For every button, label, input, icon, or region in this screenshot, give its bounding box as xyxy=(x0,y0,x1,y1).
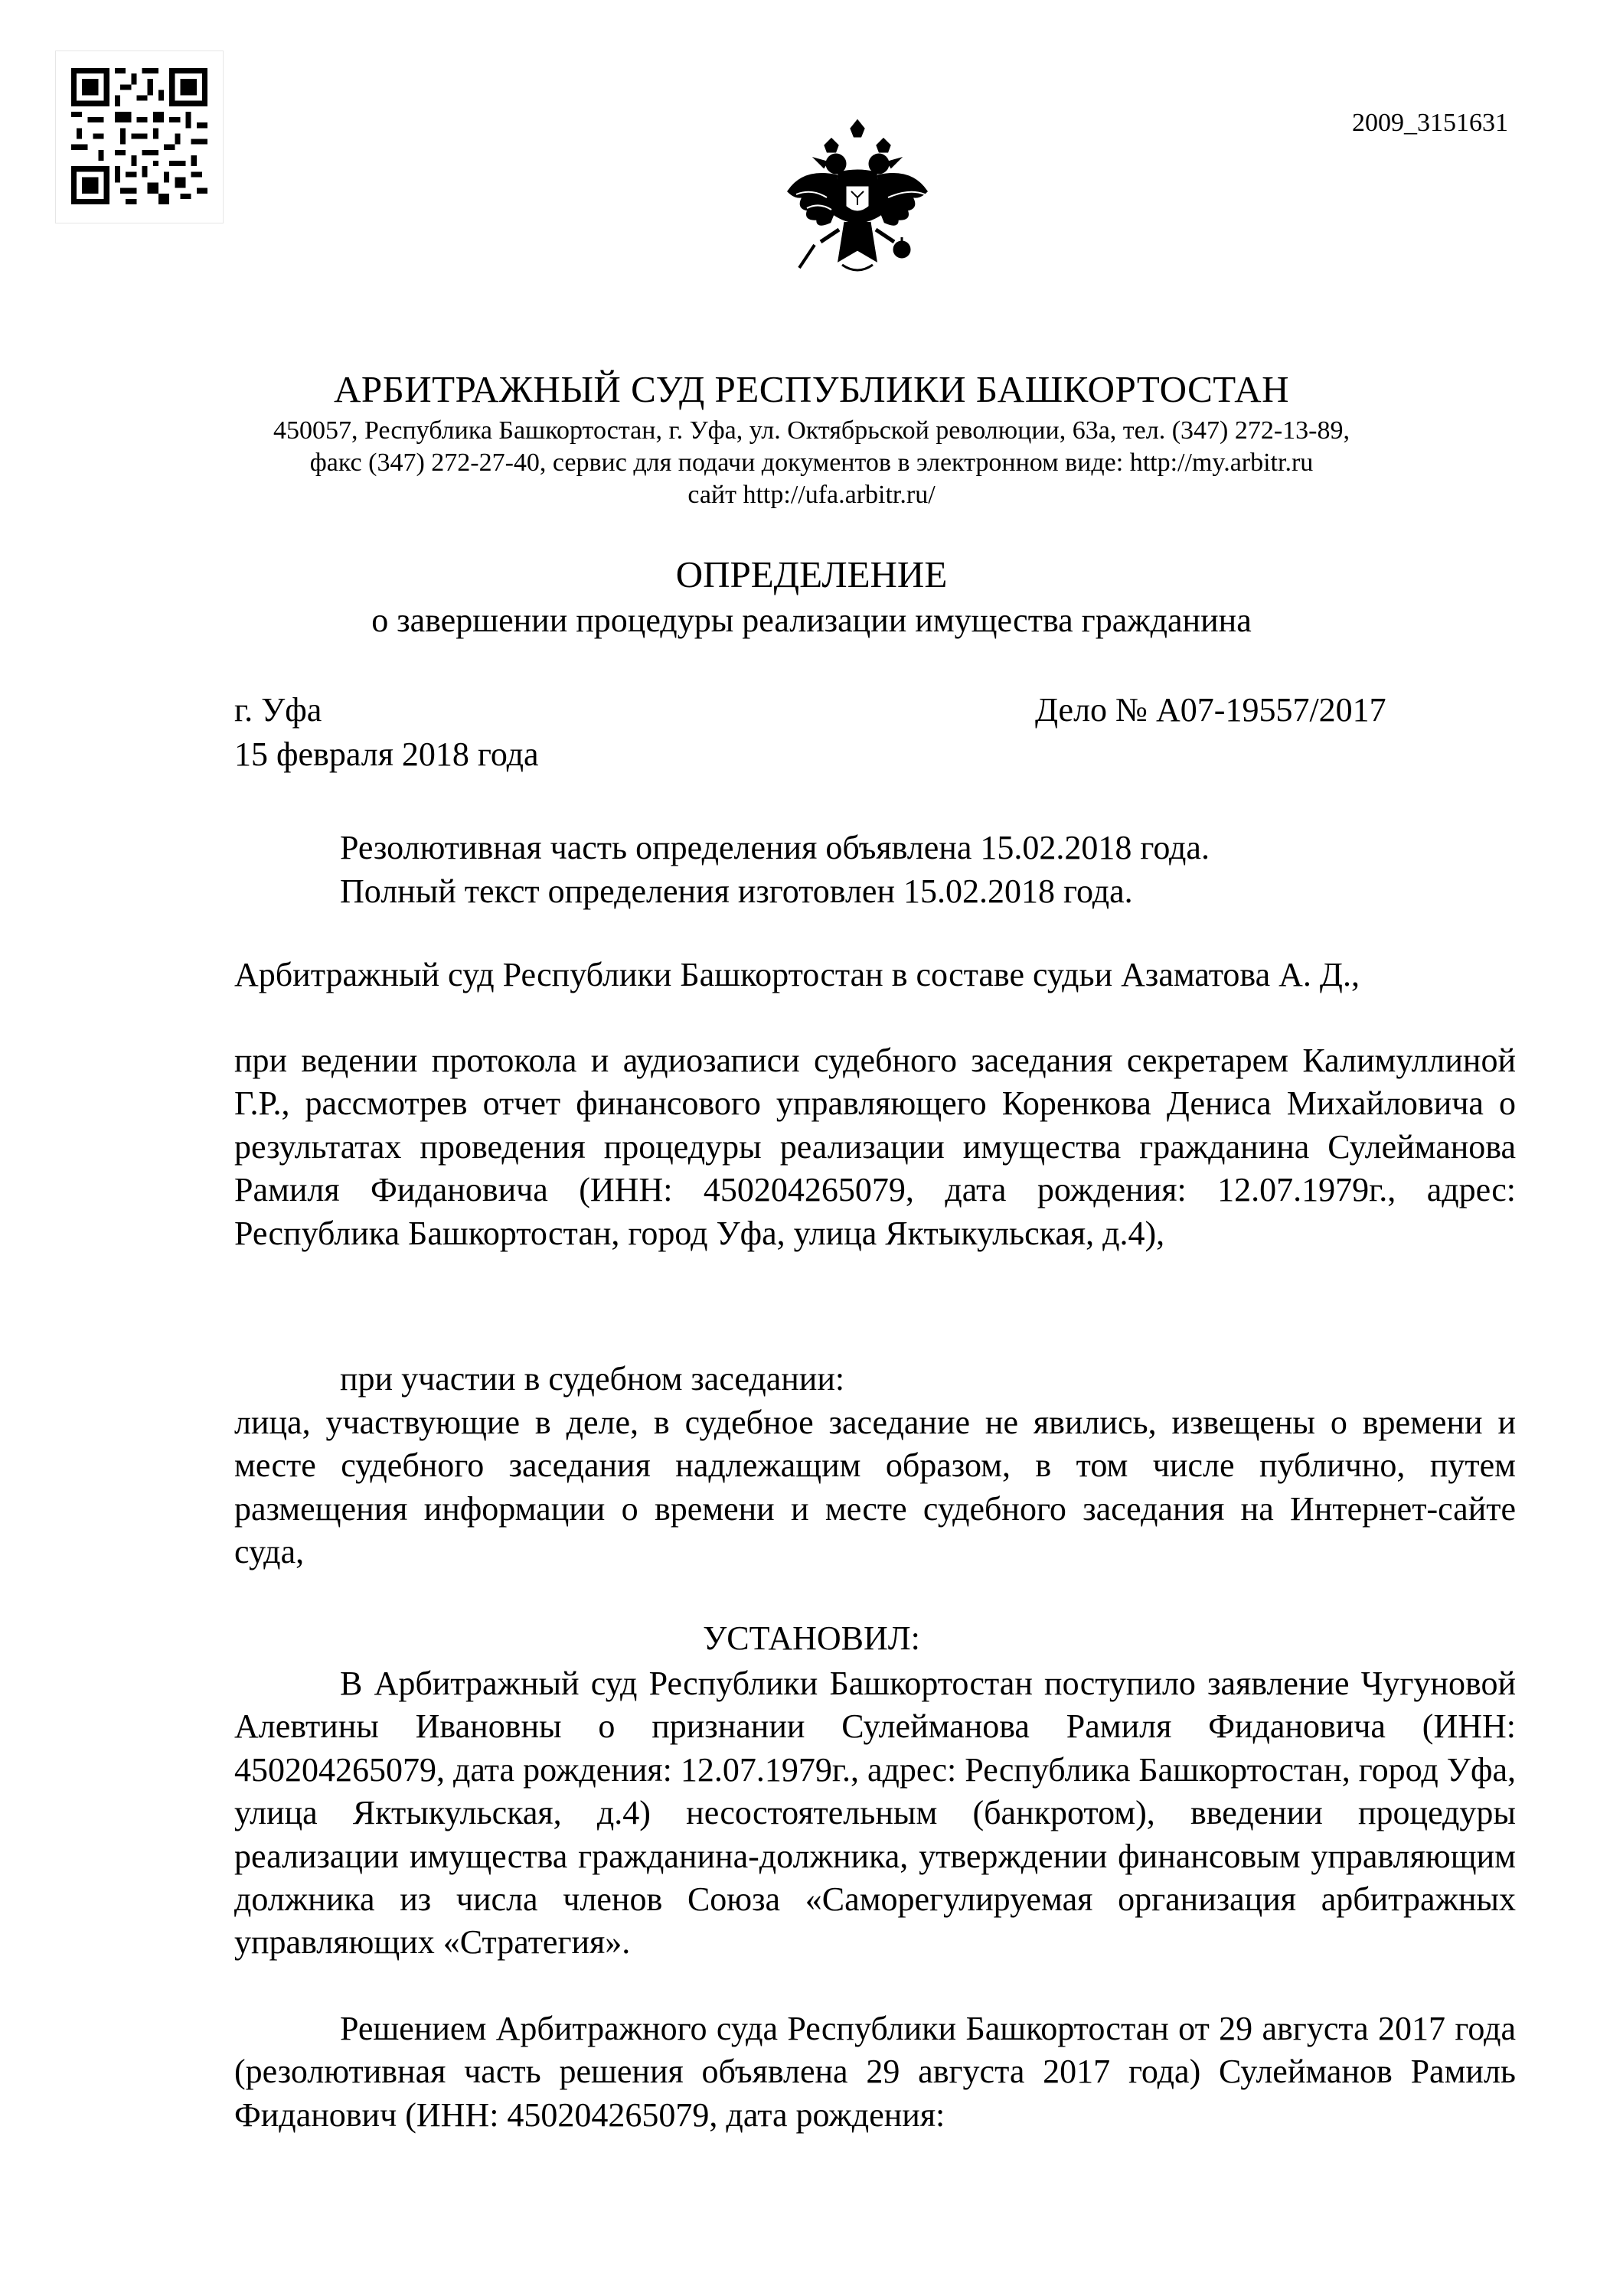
paragraph-participation: лица, участвующие в деле, в судебное заседание не явились, извещены о времени и месте судебного заседания надлежащим образом, в том числе публично, путем размещения информации о времени и месте судебного заседания на Интернет-сайте суда, xyxy=(234,1404,1516,1571)
established-heading: УСТАНОВИЛ: xyxy=(703,1619,920,1657)
court-address-line-1: 450057, Республика Башкортостан, г. Уфа, ул. Октябрьской революции, 63а, тел. (347) 272-13-89, xyxy=(273,416,1350,445)
court-name: АРБИТРАЖНЫЙ СУД РЕСПУБЛИКИ БАШКОРТОСТАН xyxy=(333,368,1290,410)
resolution-announced: Резолютивная часть определения объявлена 15.02.2018 года. xyxy=(340,829,1210,866)
court-website: сайт http://ufa.arbitr.ru/ xyxy=(687,481,936,509)
case-number: Дело № А07-19557/2017 xyxy=(1035,691,1386,729)
court-address-line-2: факс (347) 272-27-40, сервис для подачи документов в электронном виде: http://my.arbitr.ru xyxy=(309,448,1314,477)
city: г. Уфа xyxy=(234,691,322,729)
document-id: 2009_3151631 xyxy=(1352,109,1508,137)
document-subtitle: о завершении процедуры реализации имущества гражданина xyxy=(371,602,1252,639)
paragraph-protocol: при ведении протокола и аудиозаписи судебного заседания секретарем Калимуллиной Г.Р., рассмотрев отчет финансового управляющего Коренкова Дениса Михайловича о результатах проведения процедуры реализации имущества гражданина Сулейманова Рамиля Фидановича (ИНН: 450204265079, дата рождения: 12.07.1979г., адрес: Республика Башкортостан, город Уфа, улица Яктыкульская, д.4), xyxy=(234,1042,1516,1252)
paragraph-court-composition: Арбитражный суд Республики Башкортостан в составе судьи Азаматова А. Д., xyxy=(234,956,1360,993)
paragraph-decision: Решением Арбитражного суда Республики Башкортостан от 29 августа 2017 года (резолютивная часть решения объявлена 29 августа 2017 года) Сулейманов Рамиль Фиданович (ИНН: 450204265079, дата рождения: xyxy=(234,2010,1516,2134)
qr-code-icon xyxy=(71,68,207,204)
paragraph-application: В Арбитражный суд Республики Башкортостан поступило заявление Чугуновой Алевтины Ивановны о признании Сулейманова Рамиля Фидановича (ИНН: 450204265079, дата рождения: 12.07.1979г., адрес: Республика Башкортостан, город Уфа, улица Яктыкульская, д.4) несостоятельным (банкротом), введении процедуры реализации имущества гражданина-должника, утверждении финансовым управляющим должника из числа членов Союза «Саморегулируемая организация арбитражных управляющих «Стратегия». xyxy=(234,1665,1516,1962)
full-text-prepared: Полный текст определения изготовлен 15.02.2018 года. xyxy=(340,872,1133,910)
participation-heading: при участии в судебном заседании: xyxy=(340,1360,845,1397)
qr-code xyxy=(55,51,224,223)
russian-coat-of-arms-icon xyxy=(766,115,949,298)
document-date: 15 февраля 2018 года xyxy=(234,735,539,773)
document-type-title: ОПРЕДЕЛЕНИЕ xyxy=(675,553,948,595)
